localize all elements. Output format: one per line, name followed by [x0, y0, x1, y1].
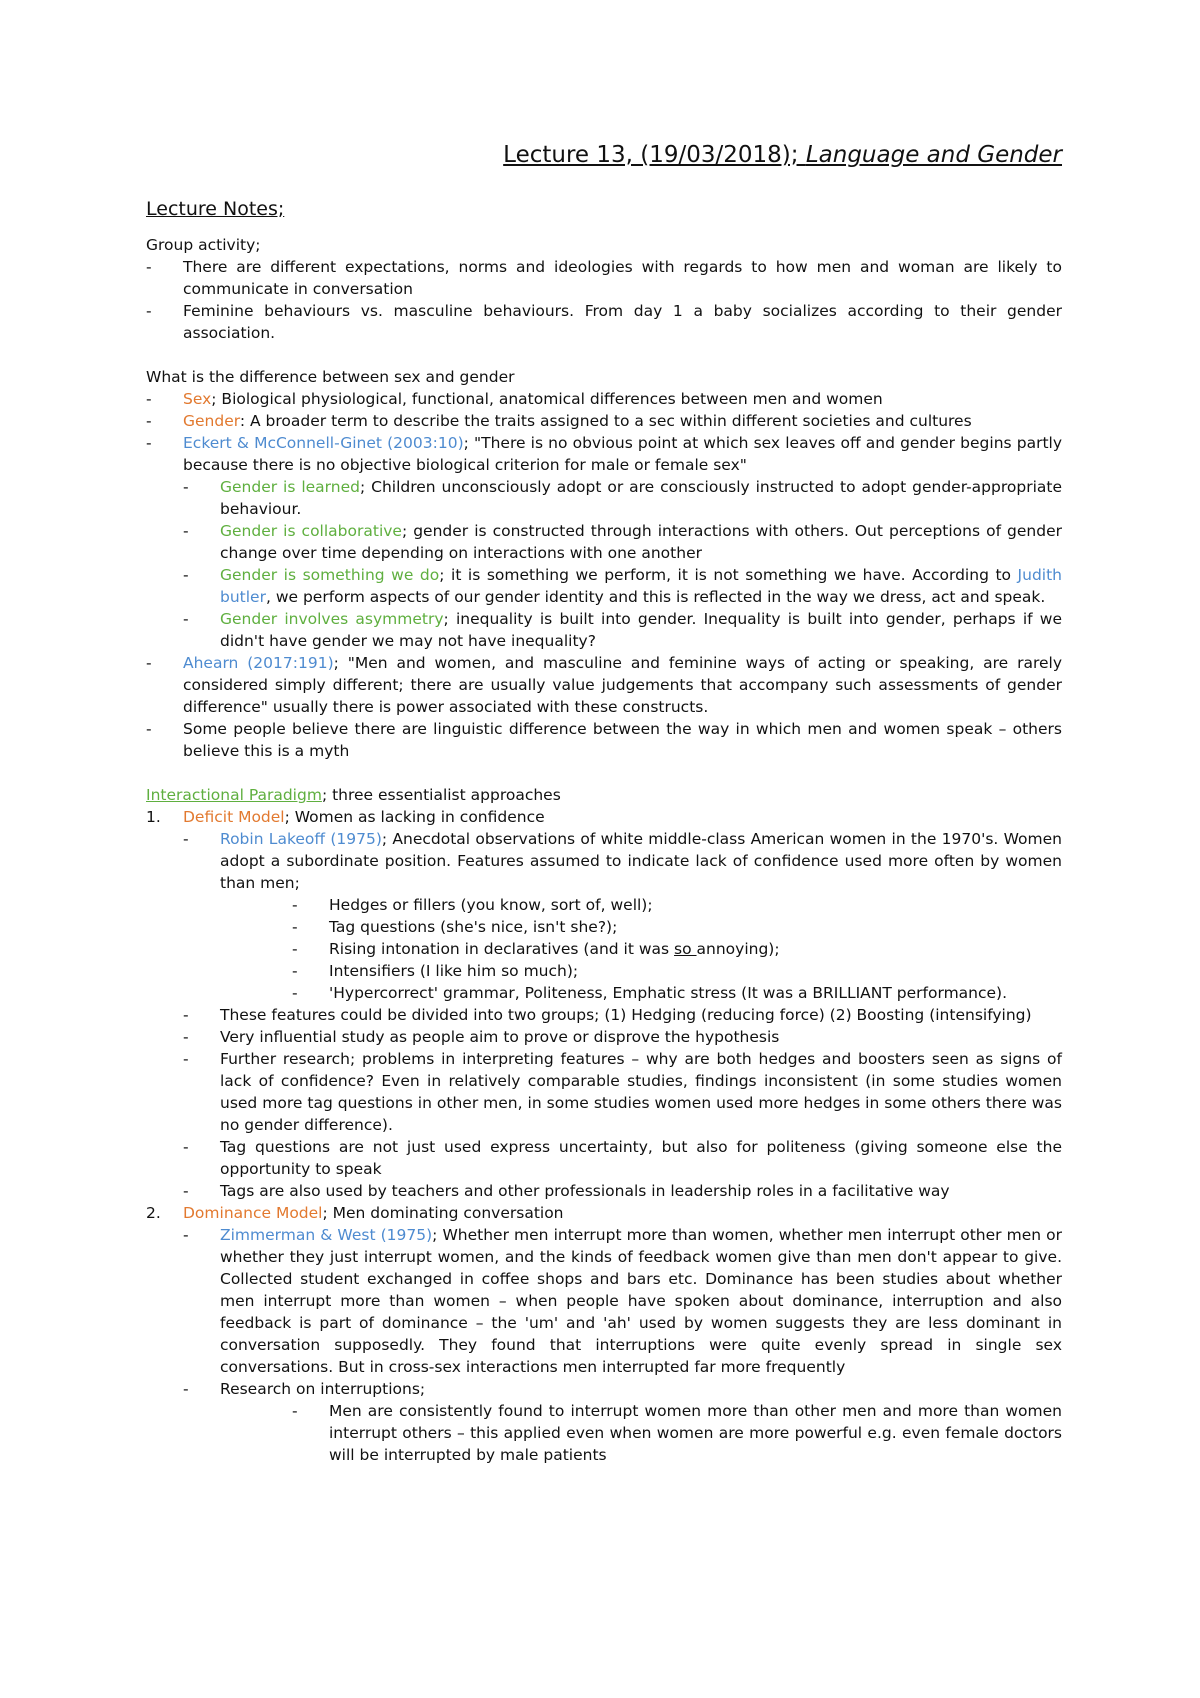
list-item: - Hedges or fillers (you know, sort of, well); [146, 894, 1062, 916]
numbered-item: 1. Deficit Model; Women as lacking in confidence [146, 808, 545, 826]
term-gender-collaborative: Gender is collaborative [220, 522, 402, 540]
list-item: - Gender involves asymmetry; inequality is built into gender. Inequality is built into gender, perhaps if we didn't have gender we may not have inequality? [146, 608, 1062, 652]
list-item: - Eckert & McConnell-Ginet (2003:10); "There is no obvious point at which sex leaves off and gender begins partly because there is no objective biological criterion for male or female sex" [146, 432, 1062, 476]
list-item: - Feminine behaviours vs. masculine behaviours. From day 1 a baby socializes according to their gender association. [146, 300, 1062, 344]
list-item: - Gender is collaborative; gender is constructed through interactions with others. Out perceptions of gender change over time depending on interactions with one another [146, 520, 1062, 564]
term-gender-do: Gender is something we do [220, 566, 440, 584]
list-item: - Robin Lakeoff (1975); Anecdotal observations of white middle-class American women in the 1970's. Women adopt a subordinate position. Features assumed to indicate lack of confidence used more often by women than men; [146, 828, 1062, 894]
list-item: - Gender is learned; Children unconsciously adopt or are consciously instructed to adopt gender-appropriate behaviour. [146, 476, 1062, 520]
citation-ahearn: Ahearn (2017:191) [183, 654, 334, 672]
list-item: - Sex; Biological physiological, functional, anatomical differences between men and women [146, 388, 1062, 410]
citation-zimmerman: Zimmerman & West (1975) [220, 1226, 433, 1244]
term-gender-asymmetry: Gender involves asymmetry [220, 610, 444, 628]
list-item: - Ahearn (2017:191); "Men and women, and masculine and feminine ways of acting or speaking, are rarely considered simply different; there are usually value judgements that accompany such assessments of gender difference" usually there is power associated with these constructs. [146, 652, 1062, 718]
sex-gender-intro: What is the difference between sex and gender [146, 368, 515, 386]
list-item: - Very influential study as people aim to prove or disprove the hypothesis [146, 1026, 1062, 1048]
title-topic: Language and Gender [805, 142, 1062, 168]
list-item: - Intensifiers (I like him so much); [146, 960, 1062, 982]
list-item: - Zimmerman & West (1975); Whether men interrupt more than women, whether men interrupt other men or whether they just interrupt women, and the kinds of feedback women give than men don't appear to give. Collected student exchanged in coffee shops and bars etc. Dominance has been studies about whether men interrupt more than women – when people have spoken about dominance, interruption and also feedback is part of dominance – the 'um' and 'ah' used by women suggests they are less dominant in conversation supposedly. They found that interruptions were quite evenly spread in single sex conversations. But in cross-sex interactions men interrupted far more frequently [146, 1224, 1062, 1378]
term-sex: Sex [183, 390, 212, 408]
list-item: - Some people believe there are linguistic difference between the way in which men and women speak – others believe this is a myth [146, 718, 1062, 762]
citation-butler: Judith butler [220, 566, 1062, 606]
section-heading: Lecture Notes; [146, 198, 285, 220]
term-gender: Gender [183, 412, 240, 430]
list-item: - Rising intonation in declaratives (and it was so annoying); [146, 938, 1062, 960]
document-page [146, 140, 1062, 1466]
list-item: - There are different expectations, norms and ideologies with regards to how men and woman are likely to communicate in conversation [146, 256, 1062, 300]
term-gender-learned: Gender is learned [220, 478, 360, 496]
term-dominance-model: Dominance Model [183, 1204, 323, 1222]
paradigm-intro: Interactional Paradigm; three essentialist approaches [146, 786, 561, 804]
citation-eckert: Eckert & McConnell-Ginet (2003:10) [183, 434, 464, 452]
list-item: - Gender: A broader term to describe the traits assigned to a sec within different societies and cultures [146, 410, 1062, 432]
numbered-item: 2. Dominance Model; Men dominating conversation [146, 1204, 564, 1222]
list-item: - Gender is something we do; it is something we perform, it is not something we have. According to Judith butler, we perform aspects of our gender identity and this is reflected in the way we dress, act and speak. [146, 564, 1062, 608]
list-item: - Tags are also used by teachers and other professionals in leadership roles in a facilitative way [146, 1180, 1062, 1202]
list-item: - Tag questions are not just used express uncertainty, but also for politeness (giving someone else the opportunity to speak [146, 1136, 1062, 1180]
term-deficit-model: Deficit Model [183, 808, 285, 826]
term-interactional-paradigm: Interactional Paradigm [146, 786, 322, 804]
list-item: - Tag questions (she's nice, isn't she?); [146, 916, 1062, 938]
group-activity-intro: Group activity; [146, 236, 261, 254]
list-item: - Further research; problems in interpreting features – why are both hedges and boosters seen as signs of lack of confidence? Even in relatively comparable studies, findings inconsistent (in some studies women used more tag questions in other men, in some studies women used more hedges in some others there was no gender difference). [146, 1048, 1062, 1136]
list-item: - Research on interruptions; [146, 1378, 1062, 1400]
list-item: - 'Hypercorrect' grammar, Politeness, Emphatic stress (It was a BRILLIANT performance). [146, 982, 1062, 1004]
document-title: Lecture 13, (19/03/2018); Language and Gender [503, 142, 1062, 168]
list-item: - These features could be divided into two groups; (1) Hedging (reducing force) (2) Boosting (intensifying) [146, 1004, 1062, 1026]
list-item: - Men are consistently found to interrupt women more than other men and more than women interrupt others – this applied even when women are more powerful e.g. even female doctors will be interrupted by male patients [146, 1400, 1062, 1466]
citation-lakoff: Robin Lakeoff (1975) [220, 830, 382, 848]
